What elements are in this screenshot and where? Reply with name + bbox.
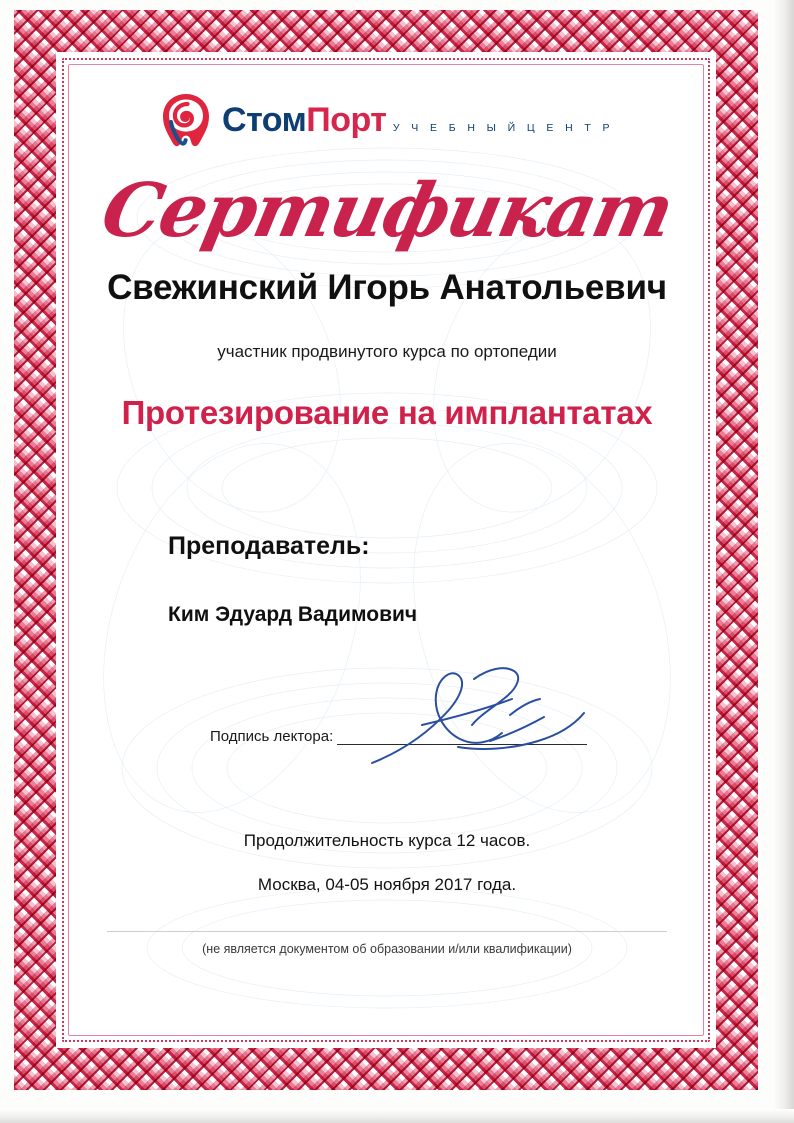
teacher-name: Ким Эдуард Вадимович: [168, 603, 418, 626]
recipient-name: Свежинский Игорь Анатольевич: [107, 268, 667, 307]
place-and-date: Москва, 04-05 ноября 2017 года.: [257, 875, 517, 894]
certificate-script-heading: Сертификат: [94, 168, 680, 254]
course-title: Протезирование на имплантатах: [121, 394, 653, 431]
stomport-spiral-tooth-logo-icon: [160, 92, 212, 148]
scan-edge-shadow-right: [772, 0, 794, 1123]
teacher-label: Преподаватель:: [168, 532, 370, 560]
brand-logo: [72, 92, 702, 148]
signature-line: [337, 730, 587, 745]
logo-subtitle: У Ч Е Б Н Ы Й Ц Е Н Т Р: [392, 122, 614, 134]
logo-word-stom: Стом: [222, 101, 307, 139]
course-duration: Продолжительность курса 12 часов.: [243, 831, 531, 850]
role-line: участник продвинутого курса по ортопедии: [217, 342, 557, 361]
signature-label: Подпись лектора:: [210, 728, 334, 745]
disclaimer-note: (не является документом об образовании и/или квалификации): [202, 942, 572, 956]
scan-edge-shadow-bottom: [0, 1109, 794, 1123]
logo-text: [222, 103, 614, 137]
logo-wordmark: [222, 101, 386, 139]
footer-divider: [107, 931, 667, 932]
signature-row: [72, 727, 702, 767]
handwritten-signature-icon: [362, 655, 592, 780]
certificate-content: [72, 68, 702, 1032]
logo-word-port: Порт: [306, 101, 387, 139]
